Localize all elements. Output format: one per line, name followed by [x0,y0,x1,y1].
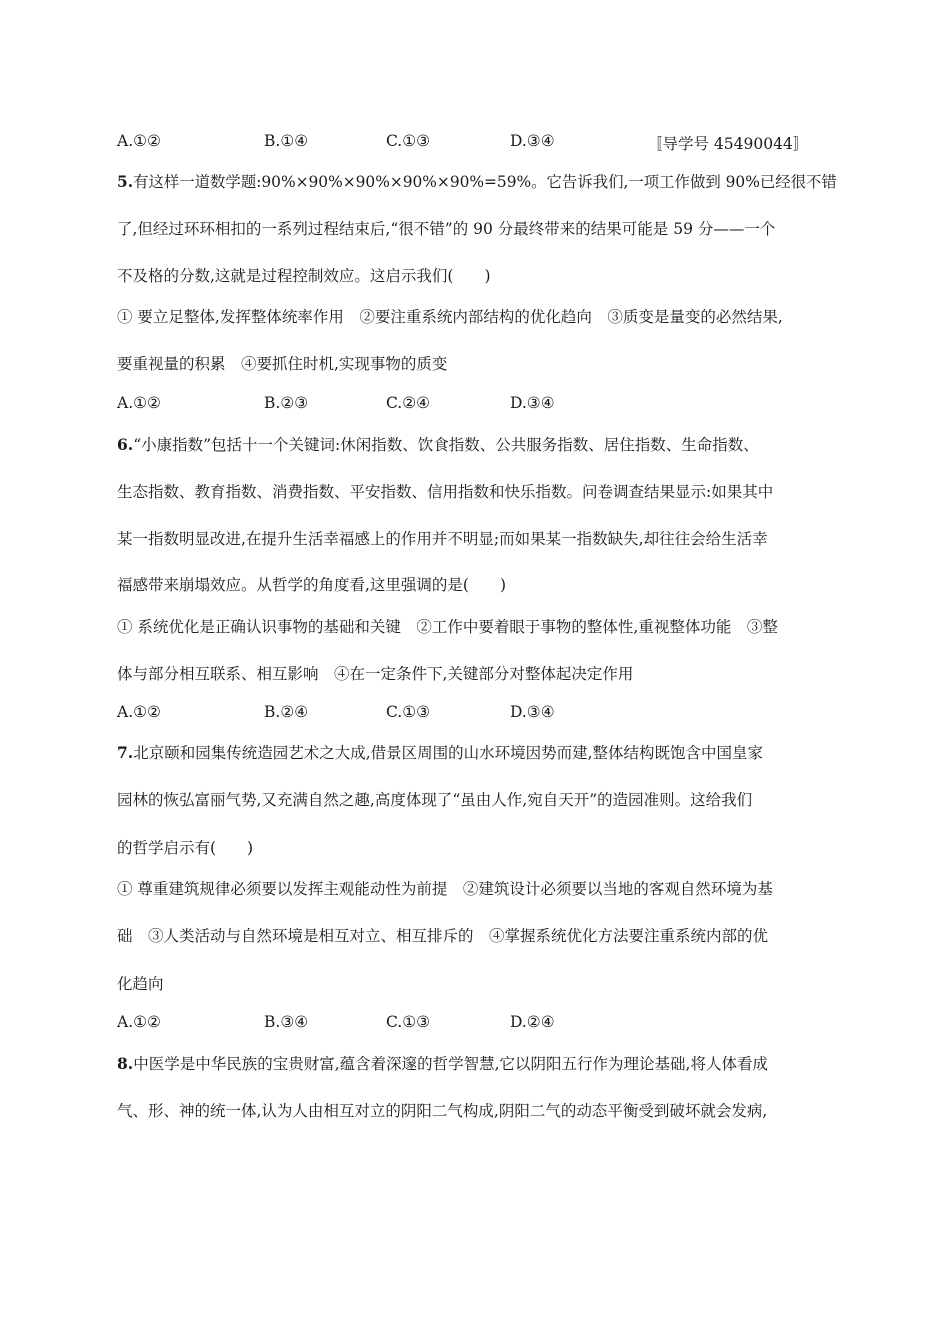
q6-stem-line-1: 6.“小康指数”包括十一个关键词:休闲指数、饮食指数、公共服务指数、居住指数、生命指数、 [117,435,759,454]
q6-option-b: B.②④ [264,703,309,721]
q5-option-b: B.②③ [264,394,309,412]
q7-stem-line-1: 7.北京颐和园集传统造园艺术之大成,借景区周围的山水环境因势而建,整体结构既饱含中国皇家 [117,743,764,762]
q6-statement-line-1: ① 系统优化是正确认识事物的基础和关键 ②工作中要着眼于事物的整体性,重视整体功能 ③整 [117,618,778,636]
q7-number: 7. [117,743,134,762]
q6-option-a: A.①② [117,703,161,721]
q6-statement-line-2: 体与部分相互联系、相互影响 ④在一定条件下,关键部分对整体起决定作用 [117,665,634,683]
q6-number: 6. [117,435,134,454]
q8-stem-line-2: 气、形、神的统一体,认为人由相互对立的阴阳二气构成,阴阳二气的动态平衡受到破坏就会发病, [117,1102,768,1120]
q7-option-b: B.③④ [264,1013,309,1031]
q4-option-b: B.①④ [264,132,309,150]
q4-option-a: A.①② [117,132,161,150]
q7-statement-line-1: ① 尊重建筑规律必须要以发挥主观能动性为前提 ②建筑设计必须要以当地的客观自然环境为基 [117,880,773,898]
q7-option-c: C.①③ [386,1013,431,1031]
q5-option-c: C.②④ [386,394,431,412]
q8-stem-line-1: 8.中医学是中华民族的宝贵财富,蕴含着深邃的哲学智慧,它以阴阳五行作为理论基础,将人体看成 [117,1054,768,1073]
q4-option-d: D.③④ [510,132,555,150]
q5-number: 5. [117,172,134,191]
q4-options [117,132,837,154]
q5-statement-line-1: ① 要立足整体,发挥整体统率作用 ②要注重系统内部结构的优化趋向 ③质变是量变的必然结果, [117,308,783,326]
q4-option-c: C.①③ [386,132,431,150]
q8-number: 8. [117,1054,134,1073]
q5-statement-line-2: 要重视量的积累 ④要抓住时机,实现事物的质变 [117,355,448,373]
q7-statement-line-2: 础 ③人类活动与自然环境是相互对立、相互排斥的 ④掌握系统优化方法要注重系统内部的优 [117,927,769,945]
q6-options [117,703,837,725]
q5-option-d: D.③④ [510,394,555,412]
q6-option-c: C.①③ [386,703,431,721]
q5-stem-line-3: 不及格的分数,这就是过程控制效应。这启示我们( ) [117,267,491,285]
q7-stem-line-2: 园林的恢弘富丽气势,又充满自然之趣,高度体现了“虽由人作,宛自天开”的造园准则。这给我们 [117,791,753,809]
q7-stem-line-3: 的哲学启示有( ) [117,839,254,857]
q5-options [117,394,837,416]
q7-options [117,1013,837,1035]
q5-stem-line-2: 了,但经过环环相扣的一系列过程结束后,“很不错”的 90 分最终带来的结果可能是 59 分——一个 [117,220,776,238]
q6-stem-line-4: 福感带来崩塌效应。从哲学的角度看,这里强调的是( ) [117,576,507,594]
q7-statement-line-3: 化趋向 [117,975,164,993]
q7-option-d: D.②④ [510,1013,555,1031]
q5-stem-line-1: 5.有这样一道数学题:90%×90%×90%×90%×90%=59%。它告诉我们,一项工作做到 90%已经很不错 [117,172,837,191]
q6-option-d: D.③④ [510,703,555,721]
q6-stem-line-2: 生态指数、教育指数、消费指数、平安指数、信用指数和快乐指数。问卷调查结果显示:如果其中 [117,483,774,501]
q7-option-a: A.①② [117,1013,161,1031]
q4-guide-number: 〚导学号 45490044〛 [647,135,809,153]
q5-option-a: A.①② [117,394,161,412]
q6-stem-line-3: 某一指数明显改进,在提升生活幸福感上的作用并不明显;而如果某一指数缺失,却往往会给生活幸 [117,530,768,548]
